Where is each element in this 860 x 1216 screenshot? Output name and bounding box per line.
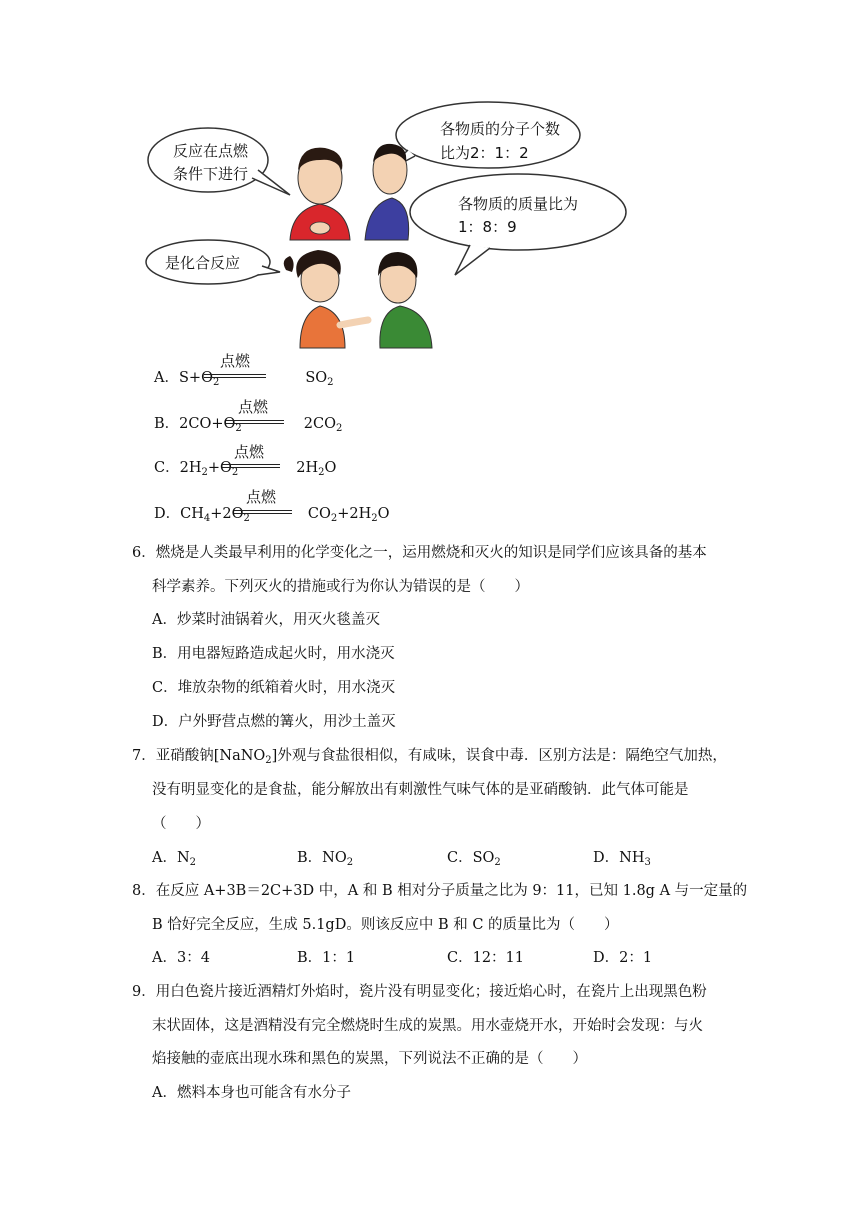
q8-stem-line1: 8．在反应 A+3B＝2C+3D 中，A 和 B 相对分子质量之比为 9：11，已知 1.8g A 与一定量的 [132,883,748,899]
man-blue-shirt-figure [365,144,409,240]
q9-option-a: A．燃料本身也可能含有水分子 [152,1085,351,1101]
q7-option-c: C．$SO_2$ [447,850,501,868]
q6-option-c: C．堆放杂物的纸箱着火时，用水浇灭 [152,680,396,696]
q9-stem-line3: 焰接触的壶底出现水珠和黑色的炭黑，下列说法不正确的是（ ） [152,1051,587,1067]
boy-green-shirt-figure [378,252,432,348]
bubble4-line1: 是化合反应 [165,254,241,272]
q5-option-c: C．$2H_2+O_2$ $2H_2O$ [154,460,337,478]
q7-option-d: D．$NH_3$ [593,850,651,868]
q5-c-equals-sign [222,464,280,468]
q5-b-equals-sign [226,420,284,424]
bubble3-line1: 各物质的质量比为 [458,195,579,213]
q6-stem-line1: 6．燃烧是人类最早利用的化学变化之一，运用燃烧和灭火的知识是同学们应该具备的基本 [132,545,707,561]
q5-option-b: B．$2CO+O_2$ $2CO_2$ [154,416,343,434]
bubble2-line2: 比为2：1：2 [440,144,529,162]
q6-stem-line2: 科学素养。下列灭火的措施或行为你认为错误的是（ ） [152,579,529,595]
q9-stem-line2: 末状固体，这是酒精没有完全燃烧时生成的炭黑。用水壶烧开水，开始时会发现：与火 [152,1018,703,1034]
q8-option-c: C．12：11 [447,950,524,966]
q8-stem-line2: B 恰好完全反应，生成 5.1gD。则该反应中 B 和 C 的质量比为（ ） [152,917,619,933]
speech-bubble-1 [148,128,290,195]
boy-red-shirt-figure [290,148,350,240]
q5-a-equals-sign [204,374,266,378]
q5-d-condition: 点燃 [246,488,277,506]
q8-option-d: D．2：1 [593,950,653,966]
bubble1-line2: 条件下进行 [173,165,249,183]
q6-option-d: D．户外野营点燃的篝火，用沙土盖灭 [152,714,396,730]
speech-bubble-3 [410,174,626,275]
q5-option-a: A．$S+O_2$ $SO_2$ [154,370,334,388]
girl-orange-shirt-figure [284,250,368,348]
cartoon-illustration [140,100,640,355]
q5-c-condition: 点燃 [234,443,265,461]
bubble3-line2: 1：8：9 [458,218,517,236]
q7-stem-line1: 7．亚硝酸钠[NaNO$_2$]外观与食盐很相似，有咸味，误食中毒．区别方法是：隔绝空气加热， [132,748,727,766]
q5-b-condition: 点燃 [238,398,269,416]
q8-option-b: B．1：1 [297,950,356,966]
q6-option-b: B．用电器短路造成起火时，用水浇灭 [152,646,395,662]
q7-stem-line2: 没有明显变化的是食盐，能分解放出有刺激性气味气体的是亚硝酸钠．此气体可能是 [152,782,689,798]
bubble1-line1: 反应在点燃 [173,142,249,160]
q5-option-d: D．$CH_4+2O_2$ $CO_2+2H_2O$ [154,506,390,524]
bubble2-line1: 各物质的分子个数 [440,120,561,138]
q8-option-a: A．3：4 [152,950,210,966]
q6-option-a: A．炒菜时油锅着火，用灭火毯盖灭 [152,612,380,628]
q5-a-condition: 点燃 [220,352,251,370]
q7-stem-line3: （ ） [152,816,210,832]
q9-stem-line1: 9．用白色瓷片接近酒精灯外焰时，瓷片没有明显变化；接近焰心时，在瓷片上出现黑色粉 [132,984,707,1000]
q5-d-equals-sign [234,510,292,514]
q7-option-a: A．$N_2$ [152,850,197,868]
q7-option-b: B．$NO_2$ [297,850,354,868]
